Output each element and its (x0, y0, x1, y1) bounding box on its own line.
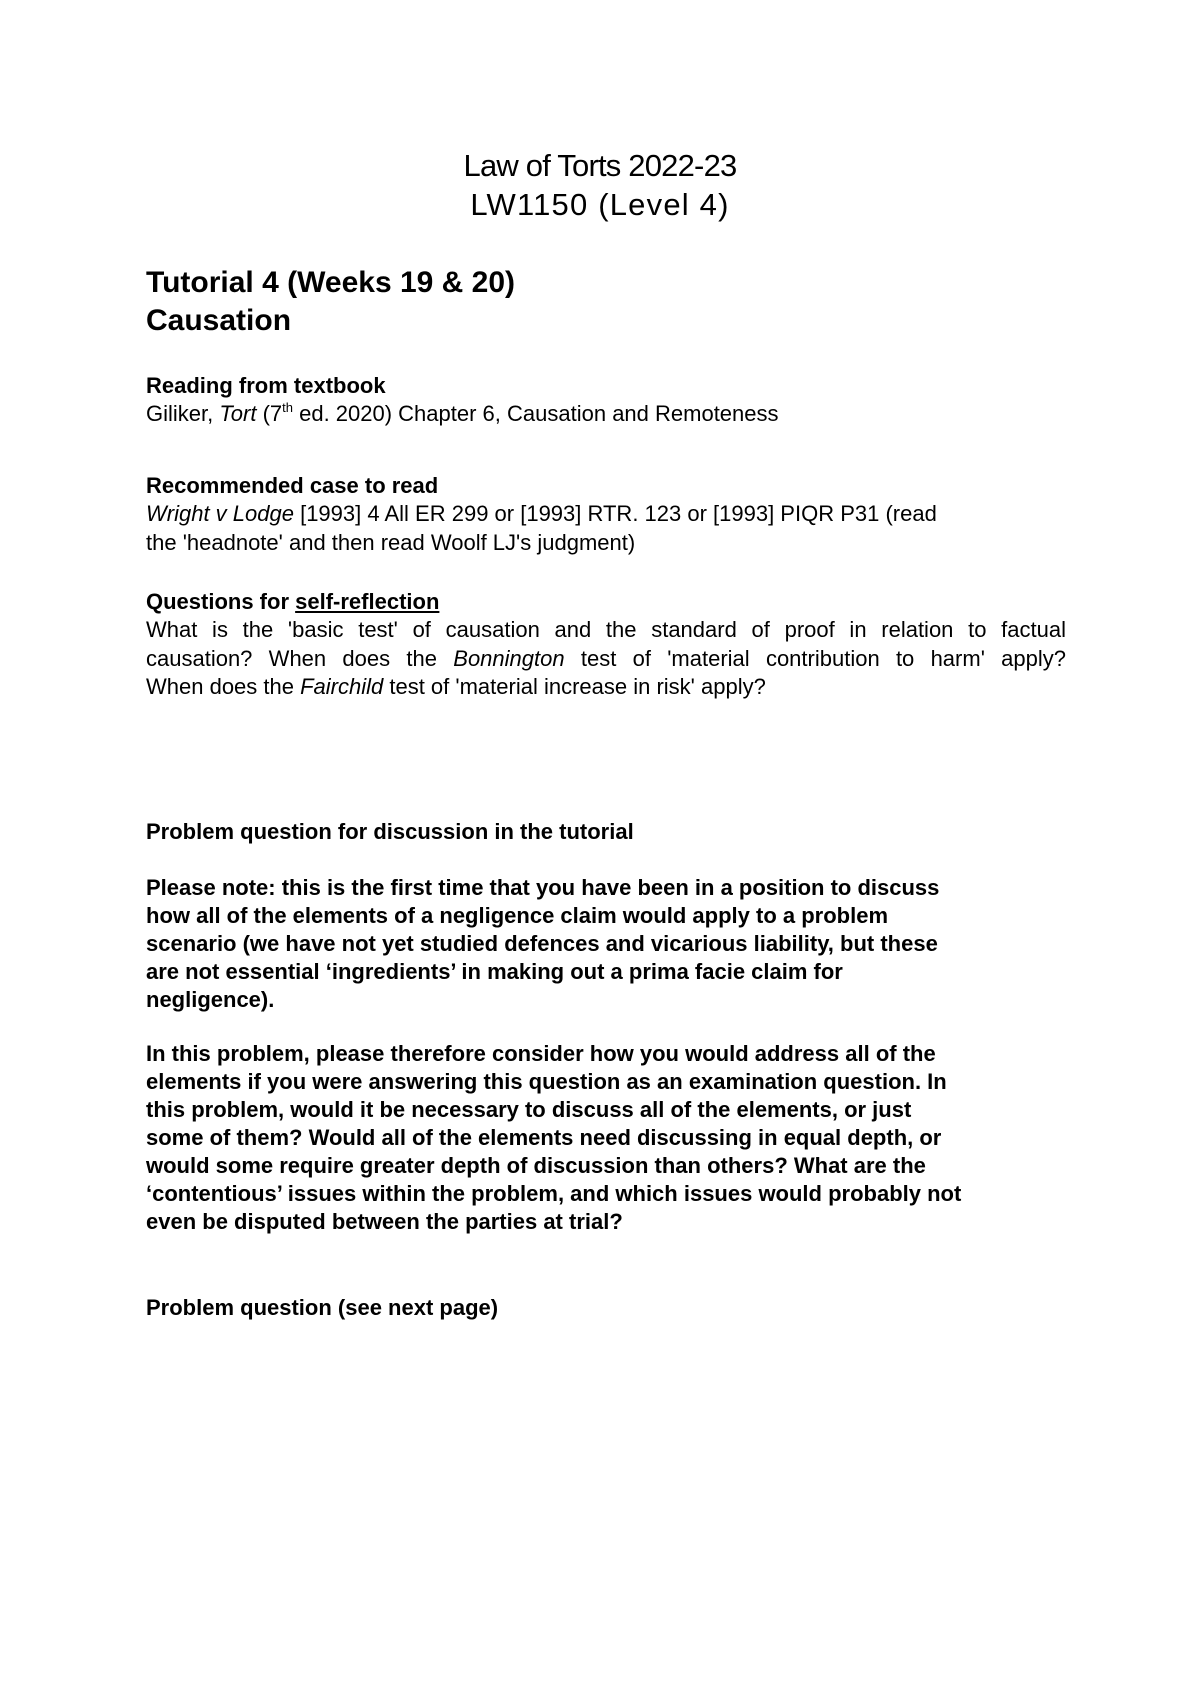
bonnington-case: Bonnington (453, 645, 565, 671)
reading-book-title: Tort (219, 401, 257, 426)
reading-heading: Reading from textbook (146, 373, 386, 398)
self-reflection-line1: What is the 'basic test' of causation and the standard of proof in relation to factual (146, 617, 1066, 642)
self-reflection-line3-b: test of 'material increase in risk' apply? (383, 674, 766, 699)
problem-note-line: are not essential ‘ingredients’ in making out a prima facie claim for (146, 959, 843, 984)
problem-note-line: scenario (we have not yet studied defences and vicarious liability, but these (146, 931, 938, 956)
problem-note-line: how all of the elements of a negligence claim would apply to a problem (146, 903, 889, 928)
reading-edition-open: (7 (256, 401, 283, 426)
self-reflection-line2 (146, 645, 1066, 674)
tutorial-heading-block (146, 264, 1066, 340)
reading-author: Giliker, (146, 401, 220, 426)
self-reflection-section (146, 588, 1066, 702)
self-reflection-line3 (146, 673, 1066, 702)
reading-edition-sup: th (282, 400, 293, 415)
see-next-page: Problem question (see next page) (146, 1295, 499, 1320)
case-citation: [1993] 4 All ER 299 or [1993] RTR. 123 or [1993] PIQR P31 (read (293, 501, 937, 526)
problem-note-line: Please note: this is the first time that you have been in a position to discuss (146, 875, 940, 900)
problem-note-line: negligence). (146, 987, 275, 1012)
problem-consider-line: even be disputed between the parties at trial? (146, 1209, 623, 1234)
self-reflection-heading (146, 588, 1066, 616)
problem-heading-block (146, 818, 1066, 846)
problem-consider-line: elements if you were answering this question as an examination question. In (146, 1069, 947, 1094)
recommended-case-line2: the 'headnote' and then read Woolf LJ's judgment) (146, 529, 636, 555)
course-title: Law of Torts 2022-23 (463, 148, 737, 183)
fairchild-case: Fairchild (300, 674, 384, 699)
reading-section (146, 372, 1066, 429)
problem-heading: Problem question for discussion in the tutorial (146, 819, 634, 844)
case-name: Wright v Lodge (146, 501, 294, 526)
tutorial-heading: Tutorial 4 (Weeks 19 & 20) (146, 266, 516, 299)
recommended-case-heading: Recommended case to read (146, 473, 439, 498)
reading-reference (146, 400, 1066, 429)
self-reflection-line3-a: When does the (146, 674, 301, 699)
problem-note (146, 874, 1066, 1014)
reading-edition-rest: ed. 2020) Chapter 6, Causation and Remoteness (292, 401, 779, 426)
self-reflection-heading-prefix: Questions for (146, 589, 296, 614)
self-reflection-line2-b: test of 'material contribution to harm' apply? (564, 645, 1066, 671)
tutorial-topic: Causation (146, 304, 292, 337)
problem-consider-line: would some require greater depth of discussion than others? What are the (146, 1153, 926, 1178)
problem-consider-line: some of them? Would all of the elements need discussing in equal depth, or (146, 1125, 942, 1150)
see-next-block (146, 1294, 1066, 1322)
problem-consider (146, 1040, 1066, 1236)
recommended-case-section (146, 472, 1066, 557)
problem-consider-line: this problem, would it be necessary to discuss all of the elements, or just (146, 1097, 912, 1122)
course-code: LW1150 (Level 4) (470, 187, 730, 222)
recommended-case-line1 (146, 500, 1066, 529)
self-reflection-line2-a: causation? When does the (146, 645, 454, 671)
problem-consider-line: In this problem, please therefore consider how you would address all of the (146, 1041, 936, 1066)
problem-consider-line: ‘contentious’ issues within the problem, and which issues would probably not (146, 1181, 962, 1206)
self-reflection-heading-underlined: self-reflection (295, 589, 440, 614)
